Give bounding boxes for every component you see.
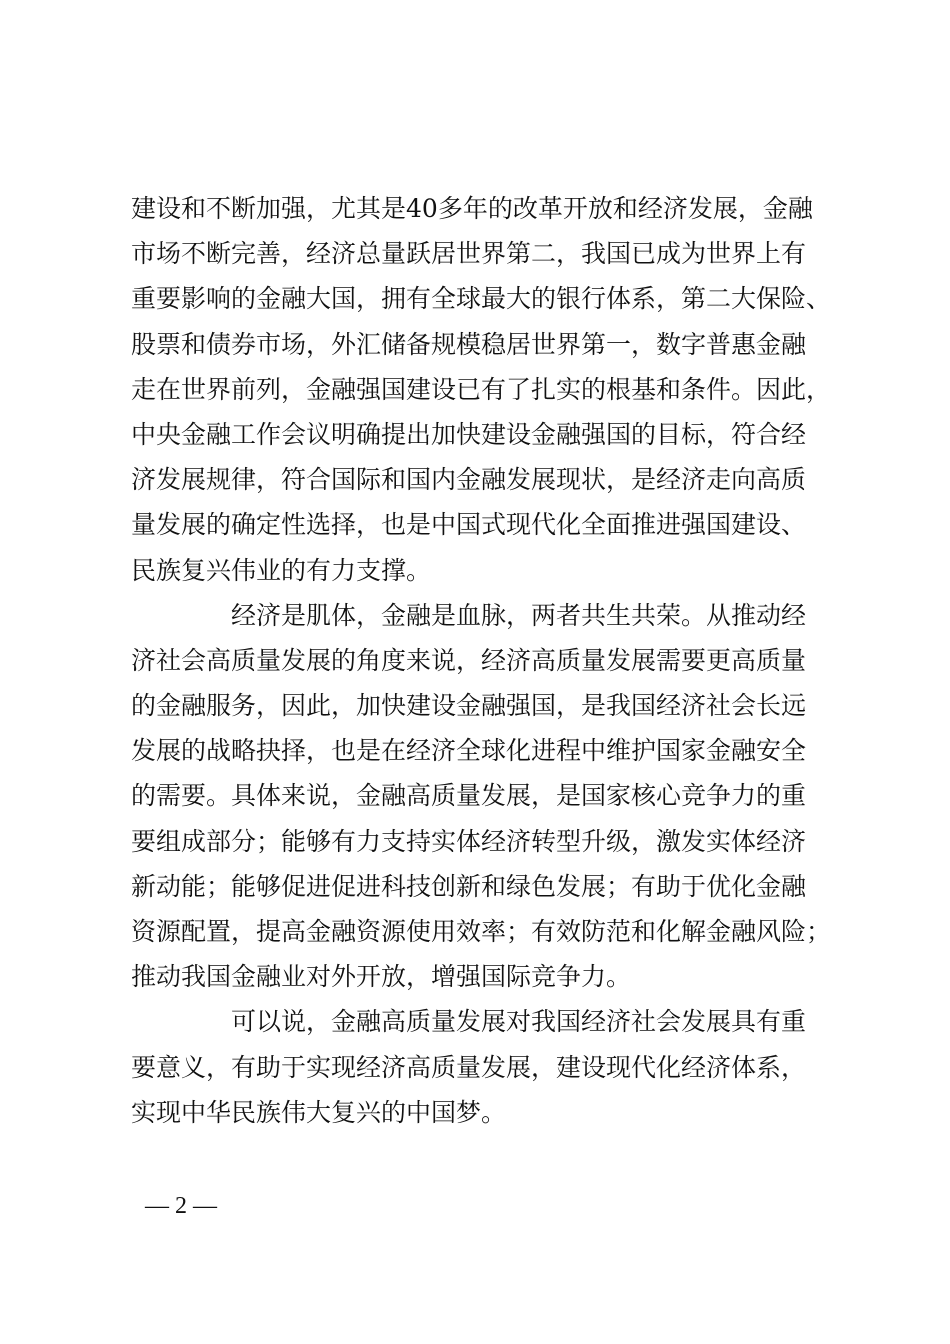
text-line: 的金融服务，因此，加快建设金融强国，是我国经济社会长远 xyxy=(131,691,807,721)
text-line: 要组成部分；能够有力支持实体经济转型升级，激发实体经济 xyxy=(131,826,807,856)
text-line: 民族复兴伟业的有力支撑。 xyxy=(131,555,432,585)
text-line: 资源配置，提高金融资源使用效率；有效防范和化解金融风险； xyxy=(131,917,832,946)
text-line: 推动我国金融业对外开放，增强国际竞争力。 xyxy=(131,962,632,992)
text-line: 经济是肌体，金融是血脉，两者共生共荣。从推动经 xyxy=(231,600,807,630)
text-line: 要意义，有助于实现经济高质量发展，建设现代化经济体系， xyxy=(131,1052,807,1082)
text-line: 可以说，金融高质量发展对我国经济社会发展具有重 xyxy=(231,1007,807,1037)
paragraph-3 xyxy=(131,999,843,1135)
text-line: 量发展的确定性选择，也是中国式现代化全面推进强国建设、 xyxy=(131,510,807,540)
text-line: 重要影响的金融大国，拥有全球最大的银行体系，第二大保险、 xyxy=(131,284,832,314)
text-line: 走在世界前列，金融强国建设已有了扎实的根基和条件。因此， xyxy=(131,374,832,404)
paragraph-1 xyxy=(131,186,843,593)
text-line: 股票和债券市场，外汇储备规模稳居世界第一，数字普惠金融 xyxy=(131,329,807,359)
text-line: 实现中华民族伟大复兴的中国梦。 xyxy=(131,1097,507,1127)
text-line: 发展的战略抉择，也是在经济全球化进程中维护国家金融安全 xyxy=(131,736,807,766)
page-number: — 2 — xyxy=(145,1193,217,1219)
text-line: 市场不断完善，经济总量跃居世界第二，我国已成为世界上有 xyxy=(131,239,807,269)
text-line: 建设和不断加强，尤其是40多年的改革开放和经济发展，金融 xyxy=(131,194,813,223)
body-text xyxy=(131,186,843,1135)
text-line: 的需要。具体来说，金融高质量发展，是国家核心竞争力的重 xyxy=(131,781,807,811)
text-line: 济发展规律，符合国际和国内金融发展现状，是经济走向高质 xyxy=(131,465,807,495)
text-line: 新动能；能够促进促进科技创新和绿色发展；有助于优化金融 xyxy=(131,871,807,901)
paragraph-2 xyxy=(131,593,843,1000)
text-line: 济社会高质量发展的角度来说，经济高质量发展需要更高质量 xyxy=(131,645,807,675)
text-line: 中央金融工作会议明确提出加快建设金融强国的目标，符合经 xyxy=(131,419,807,449)
